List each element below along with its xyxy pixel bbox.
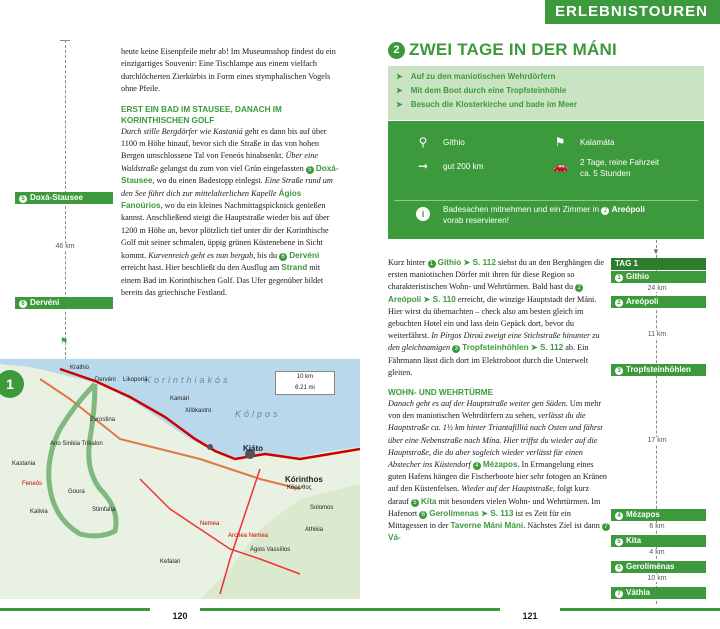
- stop-gerolimenas: 6 Gerolíménas: [611, 561, 706, 573]
- km-4: 6 km: [636, 523, 678, 530]
- map-scale: 10 km 6.21 mi: [275, 371, 335, 395]
- location-pin-icon: ⚲: [418, 135, 428, 149]
- place-nemea: Nemea: [200, 521, 220, 527]
- chapter-header: ERLEBNISTOUREN: [545, 0, 720, 24]
- poi-doxa: Doxá-Stausee: [121, 163, 339, 186]
- arrow-right-icon: ➞: [417, 159, 429, 173]
- info-separator: [394, 200, 698, 201]
- route-badge: 1: [6, 376, 14, 392]
- place-kastania: Kastania: [12, 461, 36, 467]
- stop-tropfsteinhoehlen: 3 Tropfsteinhöhlen: [611, 364, 706, 376]
- tour-title: 2 ZWEI TAGE IN DER MÁNI: [388, 40, 617, 60]
- place-ano-sinikia: Ano Sinikia Trikalon: [50, 441, 103, 447]
- route-tick: [60, 40, 70, 41]
- place-kefalari: Kefalari: [160, 559, 181, 565]
- page-number-left: 120: [172, 611, 188, 621]
- finish-flag-icon: ⚑: [554, 135, 566, 149]
- place-athikia: Athikia: [305, 527, 324, 533]
- stop-kita: 5 Kíta: [611, 535, 706, 547]
- highlight-item: ➤ Mit dem Boot durch eine Tropfsteinhöhle: [396, 84, 696, 98]
- place-korinthos: Kórinthos: [285, 475, 323, 484]
- route-map: [0, 359, 360, 599]
- place-krathio: Krathio: [70, 365, 90, 371]
- tour-info-box: [388, 121, 704, 239]
- stop-mezapos: 4 Mézapos: [611, 509, 706, 521]
- paragraph-2: Danach geht es auf der Hauptstraße weiter gen Süden. Um mehr von den maniotischen Wehrdörfern zu sehen, verlässt du die Hauptstraße ca. 1½ km hinter Triantafilliá nach Osten und fährst über eine Nebenstraße nach Mína. Hier triffst du wieder auf die Hauptstraße, die du aber sogleich wieder verlässt für einen Abstecher ins Küstendorf 4 Mézapos. In Ermangelung eines guten Hafens hängen die Fischerboote hier sehr fotogen an Kränen auf den Küstenfelsen. Wieder auf der Hauptstraße, folgt kurz darauf 5 Kíta mit besonders vielen Wohn- und Wehrtürmen. Im Hafenort 6 Gerolímenas ➤ S. 113 ist es Zeit für ein Mittagessen in der Taverne Máni Máni. Nächstes Ziel ist dann 7 Vá-: [388, 398, 610, 544]
- info-distance: gut 200 km: [443, 162, 484, 171]
- car-icon: 🚗: [553, 159, 568, 173]
- right-body-text: [388, 257, 610, 550]
- section-heading: ERST EIN BAD IM STAUSEE, DANACH IM KORINTHISCHEN GOLF: [121, 104, 282, 125]
- city-dot-kiato: [207, 444, 213, 450]
- place-xilokastro: Xilókastro: [185, 408, 212, 414]
- tour-number: 2: [388, 42, 405, 59]
- info-tip-icon: i: [416, 207, 430, 221]
- place-korinthos-greek: Κόρινθος: [287, 485, 312, 491]
- stop-areopoli: 2 Areópoli: [611, 296, 706, 308]
- info-tip: Badesachen mitnehmen und ein Zimmer in 2 Areópoli vorab reservieren!: [443, 205, 645, 225]
- route-start-arrow-icon: ▼: [652, 247, 660, 256]
- place-kamari: Kamári: [170, 396, 190, 402]
- place-kiato: Kiáto: [243, 444, 263, 453]
- km-6: 10 km: [636, 575, 678, 582]
- km-1: 24 km: [636, 285, 678, 292]
- route-marker-derveni: 6 Dervéni: [15, 297, 113, 309]
- place-kalivia: Kalivia: [30, 509, 48, 515]
- poi-derveni: Dervéni: [289, 250, 320, 260]
- route-marker-doxa: 5 Doxá-Stausee: [15, 192, 113, 204]
- sea-label-1: Korinthiakós: [145, 375, 231, 385]
- km-marker: 46 km: [45, 243, 85, 250]
- tour-route: [49, 384, 116, 536]
- day-label: TAG 1: [611, 258, 706, 270]
- place-likoporia: Likoporiá: [123, 377, 148, 383]
- flag-icon: ⚑: [60, 336, 69, 346]
- highlight-item: ➤ Besuch die Klosterkirche und bade im Meer: [396, 98, 696, 112]
- poi-strand: Strand: [281, 263, 308, 273]
- paragraph-1: Kurz hinter 1 Gíthio ➤ S. 112 siehst du an den Berghängen die ersten maniotischen Dörfer mit ihren für diese Region so charakteristischen Wohn- und Wehrtürmen. Bald hast du 2 Areópoli ➤ S. 110 erreicht, die winzige Hauptstadt der Máni. Hier wirst du übernachten – check also am besten gleich im gebuchten Hotel ein und lass dein Gepäck dort, bevor du weiterfährst. In Pírgos Diroú zweigt eine Stichstraße hinunter zu den gleichnamigen 3 Tropfsteinhöhlen ➤ S. 112 ab. Ein Fährmann lässt dich dort im Elektroboot durch die Unterwelt gleiten.: [388, 258, 604, 377]
- stop-vathia: 7 Váthia: [611, 587, 706, 599]
- place-derveni: Dervéni: [95, 377, 116, 383]
- place-goura: Goura: [68, 489, 85, 495]
- km-5: 4 km: [636, 549, 678, 556]
- info-start: Gíthio: [443, 138, 465, 147]
- left-body-text: [121, 46, 339, 305]
- place-stimfalia: Stimfalía: [92, 507, 116, 513]
- highlight-item: ➤ Auf zu den maniotischen Wehrdörfern: [396, 70, 696, 84]
- section-heading-2: WOHN- UND WEHRTÜRME: [388, 388, 494, 398]
- km-3: 17 km: [636, 437, 678, 444]
- info-duration: 2 Tage, reine Fahrzeit ca. 5 Stunden: [580, 158, 660, 178]
- info-end: Kalamáta: [580, 138, 615, 147]
- place-archea-nemea: Archea Nemea: [228, 533, 269, 539]
- place-feneos: Feneós: [22, 481, 43, 487]
- page-number-right: 121: [522, 611, 538, 621]
- tour-highlights: [388, 66, 704, 120]
- poi-agios-fanourios: Ágios Fanoúrios: [121, 188, 302, 211]
- place-evrostina: Evrostina: [90, 417, 116, 423]
- intro-paragraph: heute keine Eisenpfeile mehr ab! Im Museumsshop findest du ein einzigartiges Souvenir: Eine Tischlampe aus einem vielfach durchlöcherten Zierkürbis in Form eines stymphalischen Vogels ohne Pfeile.: [121, 47, 336, 94]
- stop-githio: 1 Gíthio: [611, 271, 706, 283]
- section-paragraph: Durch stille Bergdörfer wie Kastaniá geht es dann bis auf über 1100 m Höhe hinauf, bevor sich die Straße in das von hohen Bergen umschlossene Tal von Feneós hinabsenkt. Über eine Waldstraße gelangst du zum von viel Grün eingefassten 5 Doxá-Stausee, wo du einen Badestopp einlegst. Eine Straße rund um den See führt dich zur mittelalterlichen Kapelle Ágios Fanoúrios, wo du ein kleines Nachmittagspicknick genießen kannst. Anschließend steigt die Hauptstraße wieder bis auf über 1200 m Höhe an, bevor plötzlich tief unter dir der Korinthische Golf mit seiner schmalen, üppig grünen Küstenebene in Sicht kommt. Kurvenreich geht es nun bergab, bis du 6 Dervéni erreicht hast. Hier beschließt du den Ausflug am Strand mit einem Bad im Korinthischen Golf. Das Ufer gegenüber bildet bereits das griechische Festland.: [121, 126, 339, 297]
- place-solomos: Solomos: [310, 505, 334, 511]
- sea-label-2: Kólpos: [235, 409, 281, 419]
- km-2: 11 km: [636, 331, 678, 338]
- place-agios-vassilios: Ágios Vassílios: [250, 547, 291, 553]
